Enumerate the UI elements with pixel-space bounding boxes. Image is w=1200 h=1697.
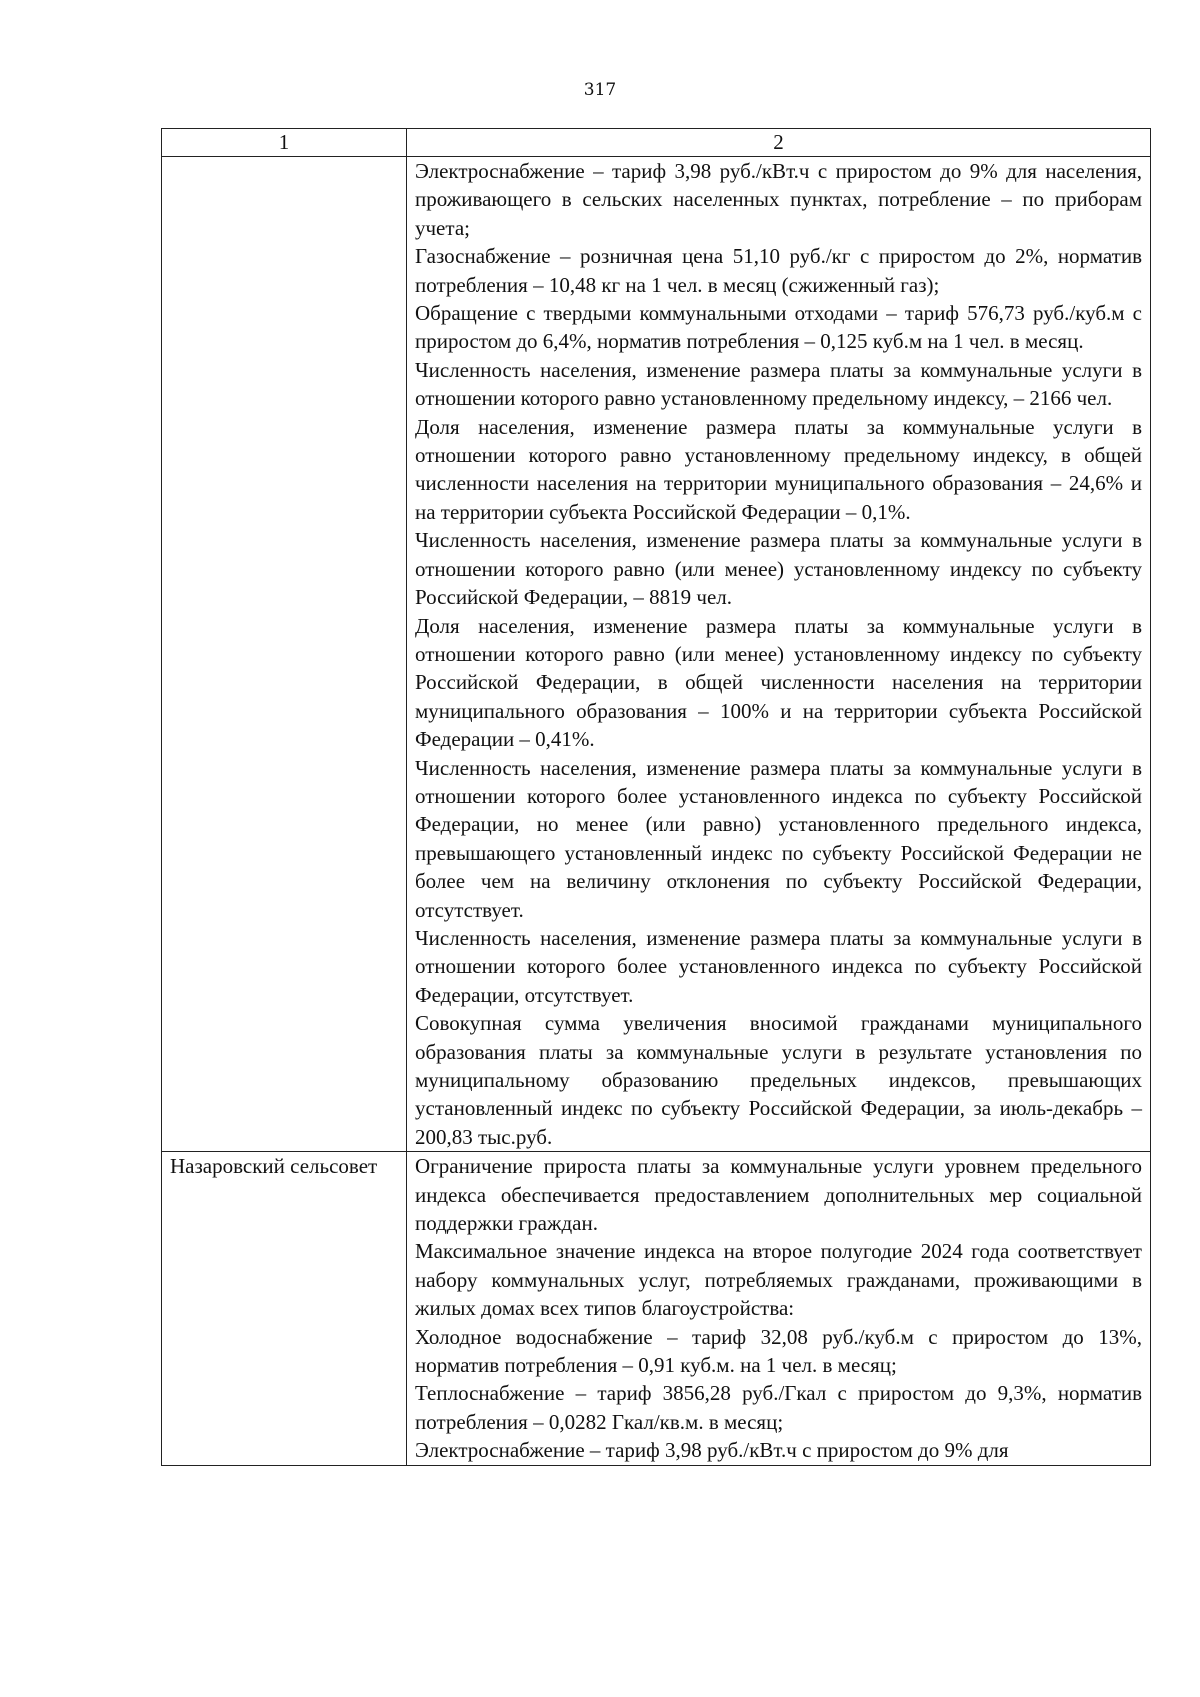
column-header-1: 1 <box>162 129 407 157</box>
paragraph: Максимальное значение индекса на второе полугодие 2024 года соответствует набору коммунальных услуг, потребляемых гражданами, проживающими в жилых домах всех типов благоустройства: <box>415 1239 1142 1321</box>
paragraph: Доля населения, изменение размера платы за коммунальные услуги в отношении которого равно установленному предельному индексу, в общей численности населения на территории муниципального образования – 24,6% и на территории субъекта Российской Федерации – 0,1%. <box>415 414 1142 524</box>
paragraph: Ограничение прироста платы за коммунальные услуги уровнем предельного индекса обеспечивается предоставлением дополнительных мер социальной поддержки граждан. <box>415 1154 1142 1236</box>
page-number: 317 <box>583 80 617 100</box>
paragraph: Теплоснабжение – тариф 3856,28 руб./Гкал с приростом до 9,3%, норматив потребления – 0,0282 Гкал/кв.м. в месяц; <box>415 1381 1142 1434</box>
paragraph: Газоснабжение – розничная цена 51,10 руб./кг с приростом до 2%, норматив потребления – 10,48 кг на 1 чел. в месяц (сжиженный газ); <box>415 244 1142 297</box>
paragraph: Электроснабжение – тариф 3,98 руб./кВт.ч с приростом до 9% для <box>415 1438 1009 1463</box>
paragraph: Численность населения, изменение размера платы за коммунальные услуги в отношении которого равно (или менее) установленному индексу по субъекту Российской Федерации, – 8819 чел. <box>415 528 1142 610</box>
paragraph: Доля населения, изменение размера платы за коммунальные услуги в отношении которого равно (или менее) установленному индексу по субъекту Российской Федерации, в общей численности населения на территории муниципального образования – 100% и на территории субъекта Российской Федерации – 0,41%. <box>415 613 1142 752</box>
paragraph: Численность населения, изменение размера платы за коммунальные услуги в отношении которого равно установленному предельному индексу, – 2166 чел. <box>415 357 1142 411</box>
paragraph: Обращение с твердыми коммунальными отходами – тариф 576,73 руб./куб.м с приростом до 6,4%, норматив потребления – 0,125 куб.м на 1 чел. в месяц. <box>415 301 1142 354</box>
description-cell <box>407 157 1151 1152</box>
paragraph: Численность населения, изменение размера платы за коммунальные услуги в отношении которого более установленного индекса по субъекту Российской Федерации, но менее (или равно) установленного предельного индекса, превышающего установленный индекс по субъекту Российской Федерации не более чем на величину отклонения по субъекту Российской Федерации, отсутствует. <box>415 755 1142 922</box>
paragraph: Холодное водоснабжение – тариф 32,08 руб./куб.м с приростом до 13%, норматив потребления – 0,91 куб.м. на 1 чел. в месяц; <box>415 1324 1142 1378</box>
column-header-2: 2 <box>407 129 1151 157</box>
table-row <box>162 1152 1151 1465</box>
description-cell <box>407 1152 1151 1465</box>
table-row <box>162 157 1151 1152</box>
municipality-name-cell <box>162 157 407 1152</box>
paragraph: Совокупная сумма увеличения вносимой гражданами муниципального образования платы за коммунальные услуги в результате установления по муниципальному образованию предельных индексов, превышающих установленный индекс по субъекту Российской Федерации, за июль-декабрь – 200,83 тыс.руб. <box>415 1011 1142 1149</box>
paragraph: Численность населения, изменение размера платы за коммунальные услуги в отношении которого более установленного индекса по субъекту Российской Федерации, отсутствует. <box>415 925 1142 1007</box>
document-table <box>161 128 1151 1466</box>
municipality-name-cell: Назаровский сельсовет <box>162 1152 407 1465</box>
paragraph: Электроснабжение – тариф 3,98 руб./кВт.ч с приростом до 9% для населения, проживающего в сельских населенных пунктах, потребление – по приборам учета; <box>415 159 1142 240</box>
table-header-row <box>162 129 1151 157</box>
